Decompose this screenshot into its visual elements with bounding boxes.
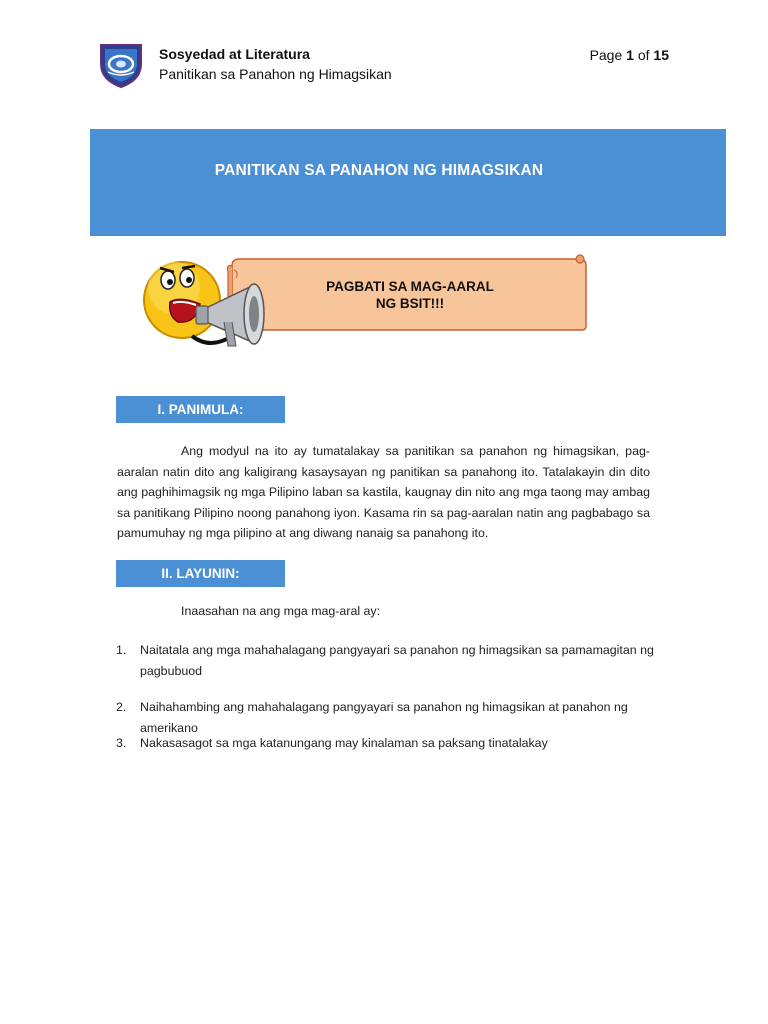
- greeting-line-2: NG BSIT!!!: [375, 296, 445, 311]
- page-total: 15: [653, 47, 669, 63]
- banner-title: PANITIKAN SA PANAHON NG HIMAGSIKAN: [214, 162, 544, 179]
- school-logo-icon: [98, 42, 144, 88]
- greeting-graphic: [140, 250, 595, 365]
- objective-text: Naihahambing ang mahahalagang pangyayari sa panahon ng himagsikan at panahon ng amerikano: [140, 700, 628, 735]
- objective-number: 1.: [116, 643, 127, 657]
- page-of: of: [637, 47, 650, 63]
- layunin-intro: Inaasahan na ang mga mag-aral ay:: [181, 604, 381, 618]
- objective-number: 3.: [116, 736, 127, 750]
- megaphone-smiley-icon: [140, 250, 280, 365]
- objective-item: [116, 733, 676, 754]
- greeting-text: [310, 278, 510, 312]
- objective-item: [116, 640, 676, 681]
- objective-number: 2.: [116, 700, 127, 714]
- title-banner: [90, 129, 726, 236]
- objective-text: Nakasasagot sa mga katanungang may kinalaman sa paksang tinatalakay: [140, 736, 548, 750]
- panimula-paragraph: Ang modyul na ito ay tumatalakay sa panitikan sa panahon ng himagsikan, pag-aaralan natin dito ang kaligirang kasaysayan ng panitikan sa panahong ito. Tatalakayin din dito ang paghihimagsik ng mga Pilipino laban sa kastila, kaugnay din nito ang mga taong may ambag sa panitikang Pilipino noong panahong iyon. Kasama rin sa pag-aaralan natin ang pagbabago sa pamumuhay ng mga pilipino at ang diwang nanaig sa panahong ito.: [117, 444, 650, 540]
- course-title: Sosyedad at Literatura: [159, 46, 310, 62]
- page-current: 1: [626, 47, 634, 63]
- page-indicator: [590, 47, 669, 63]
- greeting-line-1: PAGBATI SA MAG-AARAL: [326, 279, 494, 294]
- objective-item: [116, 697, 676, 738]
- section-heading-panimula: I. PANIMULA:: [116, 396, 285, 423]
- page-prefix: Page: [589, 47, 623, 63]
- objective-text: Naitatala ang mga mahahalagang pangyayari sa panahon ng himagsikan sa pamamagitan ng pagbubuod: [140, 643, 654, 678]
- course-subtitle: Panitikan sa Panahon ng Himagsikan: [159, 66, 392, 82]
- section-heading-layunin: II. LAYUNIN:: [116, 560, 285, 587]
